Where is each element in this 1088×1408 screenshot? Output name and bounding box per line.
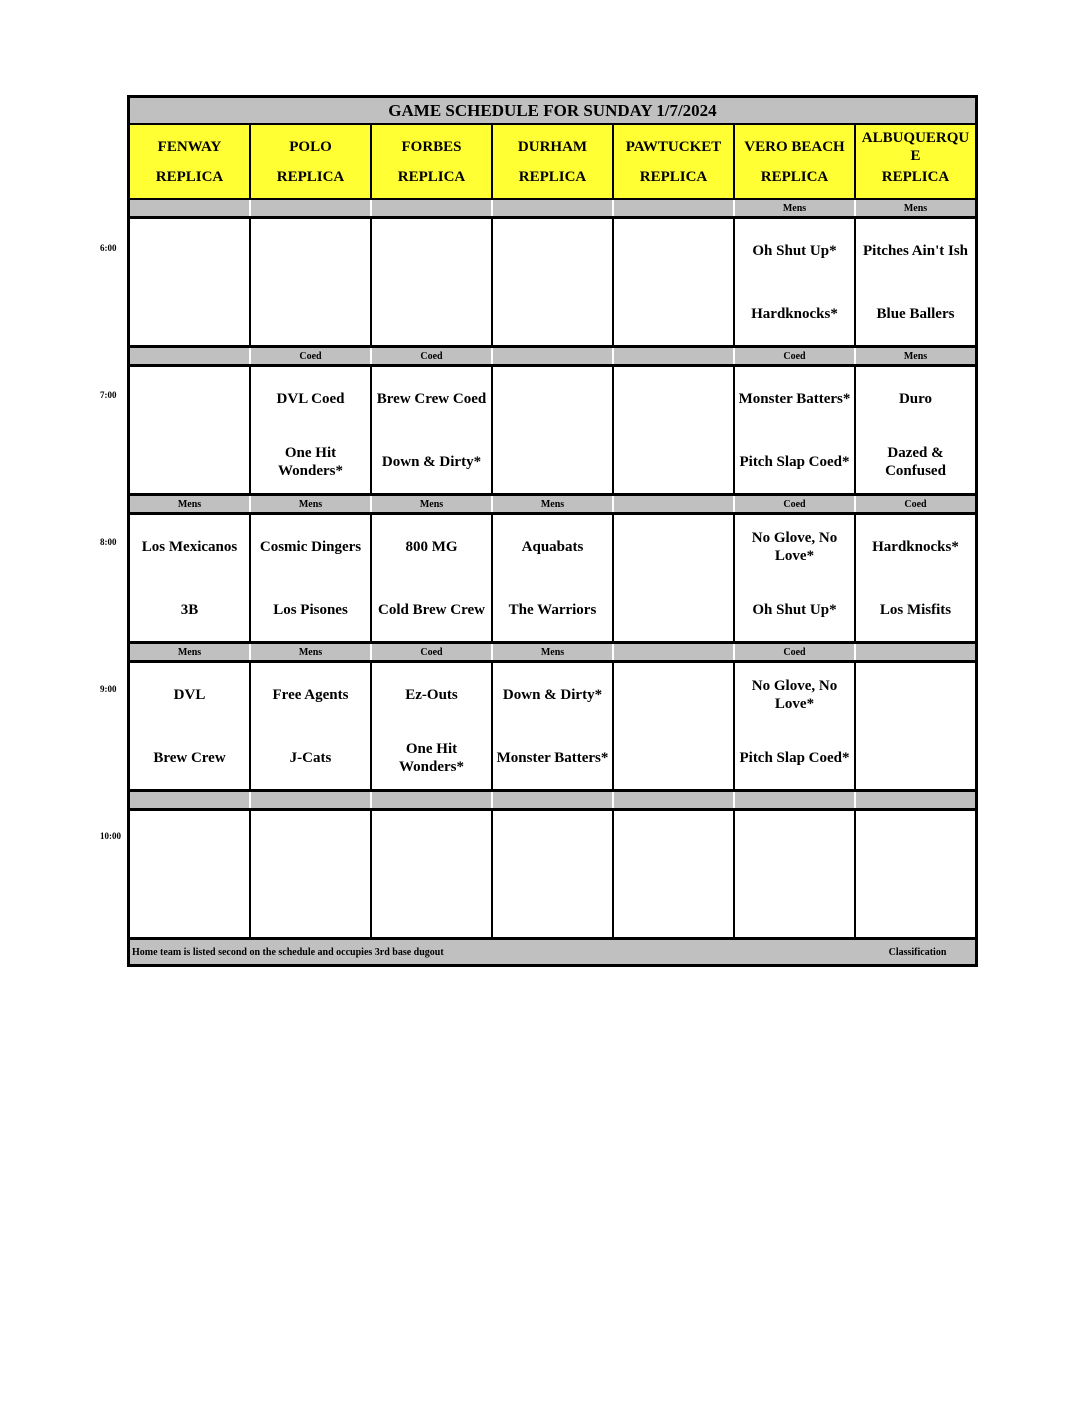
game-cell: [493, 811, 614, 937]
field-header-albuquerque: [856, 125, 975, 198]
home-team: [493, 282, 612, 345]
away-team: [735, 811, 854, 874]
home-team: One Hit Wonders*: [277, 444, 343, 479]
home-team: Los Misfits: [879, 601, 952, 618]
division-label: [856, 644, 975, 660]
division-label: [614, 792, 735, 808]
game-cell: [251, 367, 372, 493]
division-label: [493, 200, 614, 216]
field-subtitle: REPLICA: [760, 169, 829, 185]
division-label: Coed: [251, 348, 372, 364]
game-cell: [493, 663, 614, 789]
home-team: 3B: [180, 601, 199, 618]
away-team: [372, 811, 491, 874]
field-name: VERO BEACH: [744, 139, 845, 155]
division-label: Coed: [372, 348, 493, 364]
away-team: Los Mexicanos: [141, 538, 238, 555]
division-label: [130, 200, 251, 216]
game-cell: [735, 219, 856, 345]
field-header-durham: [493, 125, 614, 198]
home-team: [614, 726, 733, 789]
home-team: [251, 282, 370, 345]
division-label: [130, 792, 251, 808]
field-name: POLO: [289, 139, 332, 155]
field-header-polo: [251, 125, 372, 198]
division-label: [251, 200, 372, 216]
game-cell: [856, 663, 975, 789]
field-name: FENWAY: [157, 139, 222, 155]
game-cell: [251, 663, 372, 789]
home-team: [130, 874, 249, 937]
away-team: Aquabats: [521, 538, 584, 555]
field-header-fenway: [130, 125, 251, 198]
field-name: ALBUQUERQUE: [861, 130, 970, 164]
home-team: Monster Batters*: [496, 749, 609, 766]
division-label: [614, 200, 735, 216]
away-team: [856, 811, 975, 874]
field-subtitle: REPLICA: [881, 169, 950, 185]
schedule-sheet: [127, 95, 978, 967]
game-cell: [614, 811, 735, 937]
game-cell: [372, 811, 493, 937]
game-cell: [372, 515, 493, 641]
game-cell: [251, 811, 372, 937]
game-cell: [130, 663, 251, 789]
division-band: [130, 348, 975, 367]
home-team: [614, 578, 733, 641]
division-label: Mens: [130, 644, 251, 660]
field-name: DURHAM: [517, 139, 588, 155]
division-label: [251, 792, 372, 808]
game-cell: [372, 663, 493, 789]
time-slots: [130, 200, 975, 940]
game-cell: [130, 811, 251, 937]
away-team: DVL: [173, 686, 206, 703]
game-cell: [372, 367, 493, 493]
away-team: Ez-Outs: [405, 686, 458, 703]
game-slot-row: [130, 663, 975, 792]
home-team: Pitch Slap Coed*: [739, 453, 850, 470]
home-team: [614, 874, 733, 937]
time-label: 10:00: [100, 831, 121, 841]
game-cell: [130, 515, 251, 641]
away-team: [614, 811, 733, 874]
away-team: Down & Dirty*: [502, 686, 603, 703]
division-label: Coed: [372, 644, 493, 660]
away-team: [130, 811, 249, 874]
field-header-forbes: [372, 125, 493, 198]
home-team: [493, 874, 612, 937]
field-subtitle: REPLICA: [276, 169, 345, 185]
away-team: Oh Shut Up*: [752, 242, 837, 259]
game-cell: [251, 515, 372, 641]
home-team: One Hit Wonders*: [398, 740, 464, 775]
game-cell: [130, 219, 251, 345]
home-team: [614, 282, 733, 345]
away-team: [493, 219, 612, 282]
game-cell: [735, 663, 856, 789]
home-team: [130, 430, 249, 493]
home-team: Oh Shut Up*: [752, 601, 837, 618]
field-header-row: [130, 125, 975, 200]
field-name: FORBES: [401, 139, 462, 155]
away-team: [251, 219, 370, 282]
game-slot-row: [130, 367, 975, 496]
home-team: Dazed & Confused: [885, 444, 946, 479]
division-label: [493, 792, 614, 808]
away-team: [493, 367, 612, 430]
away-team: No Glove, No Love*: [751, 529, 838, 564]
away-team: Free Agents: [272, 686, 349, 703]
game-cell: [614, 367, 735, 493]
division-label: Mens: [735, 200, 856, 216]
division-label: Coed: [735, 348, 856, 364]
field-subtitle: REPLICA: [518, 169, 587, 185]
division-label: Mens: [251, 644, 372, 660]
division-label: [856, 792, 975, 808]
home-team: Pitch Slap Coed*: [739, 749, 850, 766]
division-label: Mens: [372, 496, 493, 512]
home-team: Brew Crew: [153, 749, 226, 766]
home-team: [856, 874, 975, 937]
game-cell: [735, 811, 856, 937]
field-subtitle: REPLICA: [155, 169, 224, 185]
division-label: Mens: [903, 202, 928, 214]
division-band: [130, 644, 975, 663]
game-slot-row: [130, 219, 975, 348]
home-team-note: Home team is listed second on the schedule and occupies 3rd base dugout: [132, 946, 444, 958]
away-team: Monster Batters*: [738, 390, 851, 407]
away-team: [614, 219, 733, 282]
field-subtitle: REPLICA: [639, 169, 708, 185]
away-team: [251, 811, 370, 874]
division-label: Mens: [493, 644, 614, 660]
field-header-pawtucket: [614, 125, 735, 198]
away-team: [614, 663, 733, 726]
field-name: PAWTUCKET: [625, 139, 722, 155]
division-label: Coed: [904, 498, 927, 510]
home-team: J-Cats: [289, 749, 332, 766]
division-label: [614, 644, 735, 660]
game-cell: [614, 515, 735, 641]
away-team: DVL Coed: [276, 390, 345, 407]
away-team: [372, 219, 491, 282]
away-team: [856, 663, 975, 726]
home-team: [251, 874, 370, 937]
game-cell: [735, 367, 856, 493]
division-label: Mens: [251, 496, 372, 512]
away-team: No Glove, No Love*: [751, 677, 838, 712]
division-band: [130, 200, 975, 219]
classification-label: Classification: [888, 946, 947, 958]
home-team: Cold Brew Crew: [378, 601, 485, 618]
away-team: Duro: [898, 390, 933, 407]
time-label: 7:00: [100, 390, 117, 400]
away-team: 800 MG: [405, 538, 458, 555]
division-label: [130, 348, 251, 364]
home-team: Down & Dirty*: [381, 453, 482, 470]
game-cell: [493, 515, 614, 641]
division-label: Mens: [130, 496, 251, 512]
home-team: Los Pisones: [273, 601, 348, 618]
home-team: [856, 726, 975, 789]
division-label: [372, 200, 493, 216]
footer-bar: [130, 940, 975, 964]
division-label: Coed: [735, 496, 856, 512]
home-team: Blue Ballers: [876, 305, 955, 322]
division-label: Mens: [903, 350, 928, 362]
time-label: 8:00: [100, 537, 117, 547]
division-label: [614, 496, 735, 512]
home-team: [372, 874, 491, 937]
game-cell: [614, 219, 735, 345]
home-team: [130, 282, 249, 345]
game-cell: [372, 219, 493, 345]
away-team: Pitches Ain't Ish: [862, 242, 968, 259]
time-label: 6:00: [100, 243, 117, 253]
division-label: [735, 792, 856, 808]
game-cell: [130, 367, 251, 493]
division-label: Mens: [493, 496, 614, 512]
away-team: [614, 367, 733, 430]
game-cell: [251, 219, 372, 345]
home-team: [614, 430, 733, 493]
game-cell: [493, 367, 614, 493]
away-team: [130, 219, 249, 282]
division-band: [130, 496, 975, 515]
game-cell: [856, 367, 975, 493]
division-label: [614, 348, 735, 364]
schedule-title: GAME SCHEDULE FOR SUNDAY 1/7/2024: [130, 98, 975, 125]
field-header-vero-beach: [735, 125, 856, 198]
away-team: Cosmic Dingers: [259, 538, 362, 555]
division-label: Coed: [735, 644, 856, 660]
division-label: [493, 348, 614, 364]
division-band: [130, 792, 975, 811]
game-cell: [735, 515, 856, 641]
home-team: [493, 430, 612, 493]
game-slot-row: [130, 515, 975, 644]
game-cell: [856, 811, 975, 937]
away-team: [130, 367, 249, 430]
away-team: [614, 515, 733, 578]
field-subtitle: REPLICA: [397, 169, 466, 185]
home-team: Hardknocks*: [751, 305, 838, 322]
division-label: [372, 792, 493, 808]
home-team: [372, 282, 491, 345]
home-team: The Warriors: [508, 601, 597, 618]
game-cell: [856, 219, 975, 345]
time-label: 9:00: [100, 684, 117, 694]
game-cell: [856, 515, 975, 641]
game-cell: [493, 219, 614, 345]
away-team: Hardknocks*: [872, 538, 959, 555]
home-team: [735, 874, 854, 937]
game-cell: [614, 663, 735, 789]
away-team: Brew Crew Coed: [376, 390, 487, 407]
game-slot-row: [130, 811, 975, 940]
away-team: [493, 811, 612, 874]
